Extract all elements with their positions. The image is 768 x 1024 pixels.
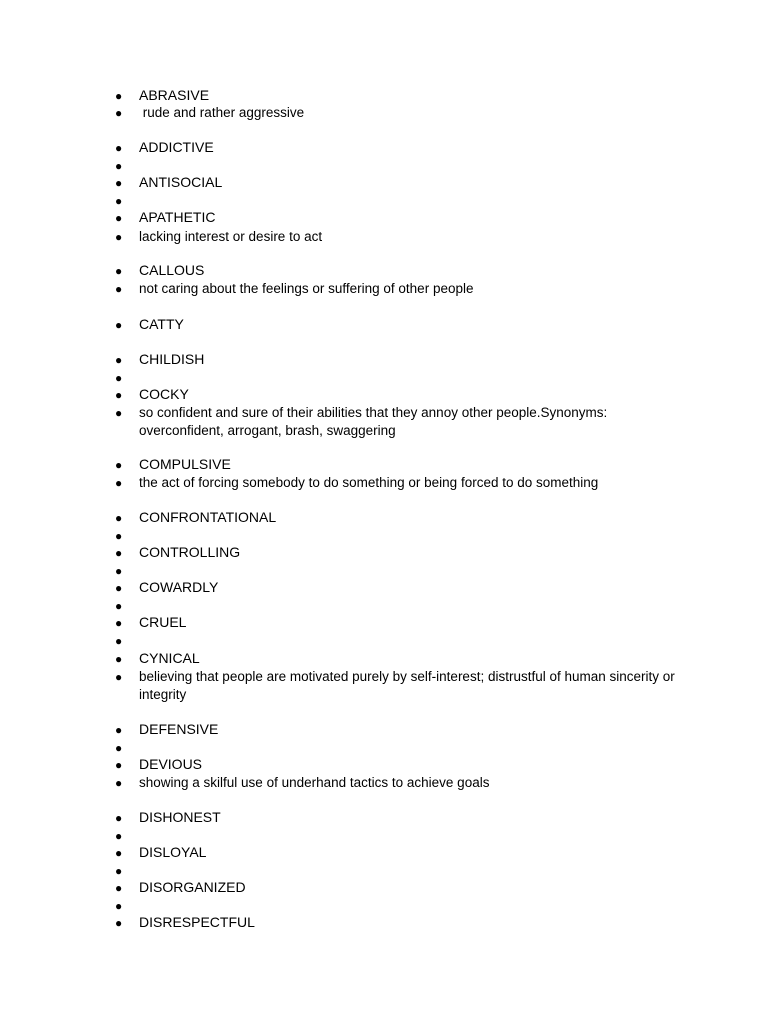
term-label: ANTISOCIAL bbox=[139, 174, 223, 190]
bullet-icon: ● bbox=[115, 194, 123, 208]
term-label: DISORGANIZED bbox=[139, 879, 246, 895]
term-label: CATTY bbox=[139, 316, 184, 332]
definition-text: so confident and sure of their abilities that they annoy other people.Synonyms: overconfident, arrogant, brash, swaggering bbox=[139, 405, 612, 438]
bullet-icon: ● bbox=[115, 141, 123, 155]
term-label: DISRESPECTFUL bbox=[139, 914, 255, 930]
term-label: APATHETIC bbox=[139, 209, 216, 225]
bullet-icon: ● bbox=[115, 670, 123, 684]
bullet-icon: ● bbox=[115, 599, 123, 613]
bullet-icon: ● bbox=[115, 546, 123, 560]
term-label: CRUEL bbox=[139, 614, 187, 630]
definition-text: believing that people are motivated purely by self-interest; distrustful of human sincerity or integrity bbox=[139, 669, 679, 702]
bullet-icon: ● bbox=[115, 476, 123, 490]
term-label: CONTROLLING bbox=[139, 544, 241, 560]
bullet-icon: ● bbox=[115, 581, 123, 595]
bullet-icon: ● bbox=[115, 741, 123, 755]
term-label: ABRASIVE bbox=[139, 87, 210, 103]
bullet-icon: ● bbox=[115, 230, 123, 244]
term-label: CALLOUS bbox=[139, 262, 205, 278]
term-label: COMPULSIVE bbox=[139, 456, 231, 472]
bullet-icon: ● bbox=[115, 723, 123, 737]
bullet-icon: ● bbox=[115, 616, 123, 630]
term-label: COWARDLY bbox=[139, 579, 219, 595]
bullet-icon: ● bbox=[115, 916, 123, 930]
bullet-icon: ● bbox=[115, 388, 123, 402]
term-label: COCKY bbox=[139, 386, 189, 402]
term-label: DEFENSIVE bbox=[139, 721, 219, 737]
bullet-icon: ● bbox=[115, 811, 123, 825]
bullet-icon: ● bbox=[115, 899, 123, 913]
bullet-icon: ● bbox=[115, 511, 123, 525]
definition-text: lacking interest or desire to act bbox=[139, 229, 323, 244]
bullet-icon: ● bbox=[115, 564, 123, 578]
bullet-icon: ● bbox=[115, 864, 123, 878]
term-label: ADDICTIVE bbox=[139, 139, 214, 155]
bullet-icon: ● bbox=[115, 758, 123, 772]
bullet-icon: ● bbox=[115, 829, 123, 843]
term-label: CHILDISH bbox=[139, 351, 205, 367]
bullet-icon: ● bbox=[115, 264, 123, 278]
bullet-icon: ● bbox=[115, 634, 123, 648]
bullet-icon: ● bbox=[115, 652, 123, 666]
term-label: DEVIOUS bbox=[139, 756, 203, 772]
definition-text: rude and rather aggressive bbox=[139, 105, 305, 120]
bullet-icon: ● bbox=[115, 846, 123, 860]
term-label: CYNICAL bbox=[139, 650, 200, 666]
bullet-icon: ● bbox=[115, 176, 123, 190]
bullet-icon: ● bbox=[115, 211, 123, 225]
bullet-icon: ● bbox=[115, 106, 123, 120]
definition-text: not caring about the feelings or suffering of other people bbox=[139, 281, 474, 296]
term-label: DISLOYAL bbox=[139, 844, 207, 860]
bullet-icon: ● bbox=[115, 371, 123, 385]
bullet-icon: ● bbox=[115, 89, 123, 103]
bullet-icon: ● bbox=[115, 406, 123, 420]
definition-text: showing a skilful use of underhand tactics to achieve goals bbox=[139, 775, 490, 790]
definition-text: the act of forcing somebody to do something or being forced to do something bbox=[139, 475, 599, 490]
term-label: DISHONEST bbox=[139, 809, 221, 825]
term-label: CONFRONTATIONAL bbox=[139, 509, 277, 525]
bullet-icon: ● bbox=[115, 318, 123, 332]
bullet-icon: ● bbox=[115, 353, 123, 367]
bullet-icon: ● bbox=[115, 529, 123, 543]
bullet-icon: ● bbox=[115, 458, 123, 472]
bullet-icon: ● bbox=[115, 881, 123, 895]
bullet-icon: ● bbox=[115, 282, 123, 296]
bullet-icon: ● bbox=[115, 159, 123, 173]
bullet-icon: ● bbox=[115, 776, 123, 790]
